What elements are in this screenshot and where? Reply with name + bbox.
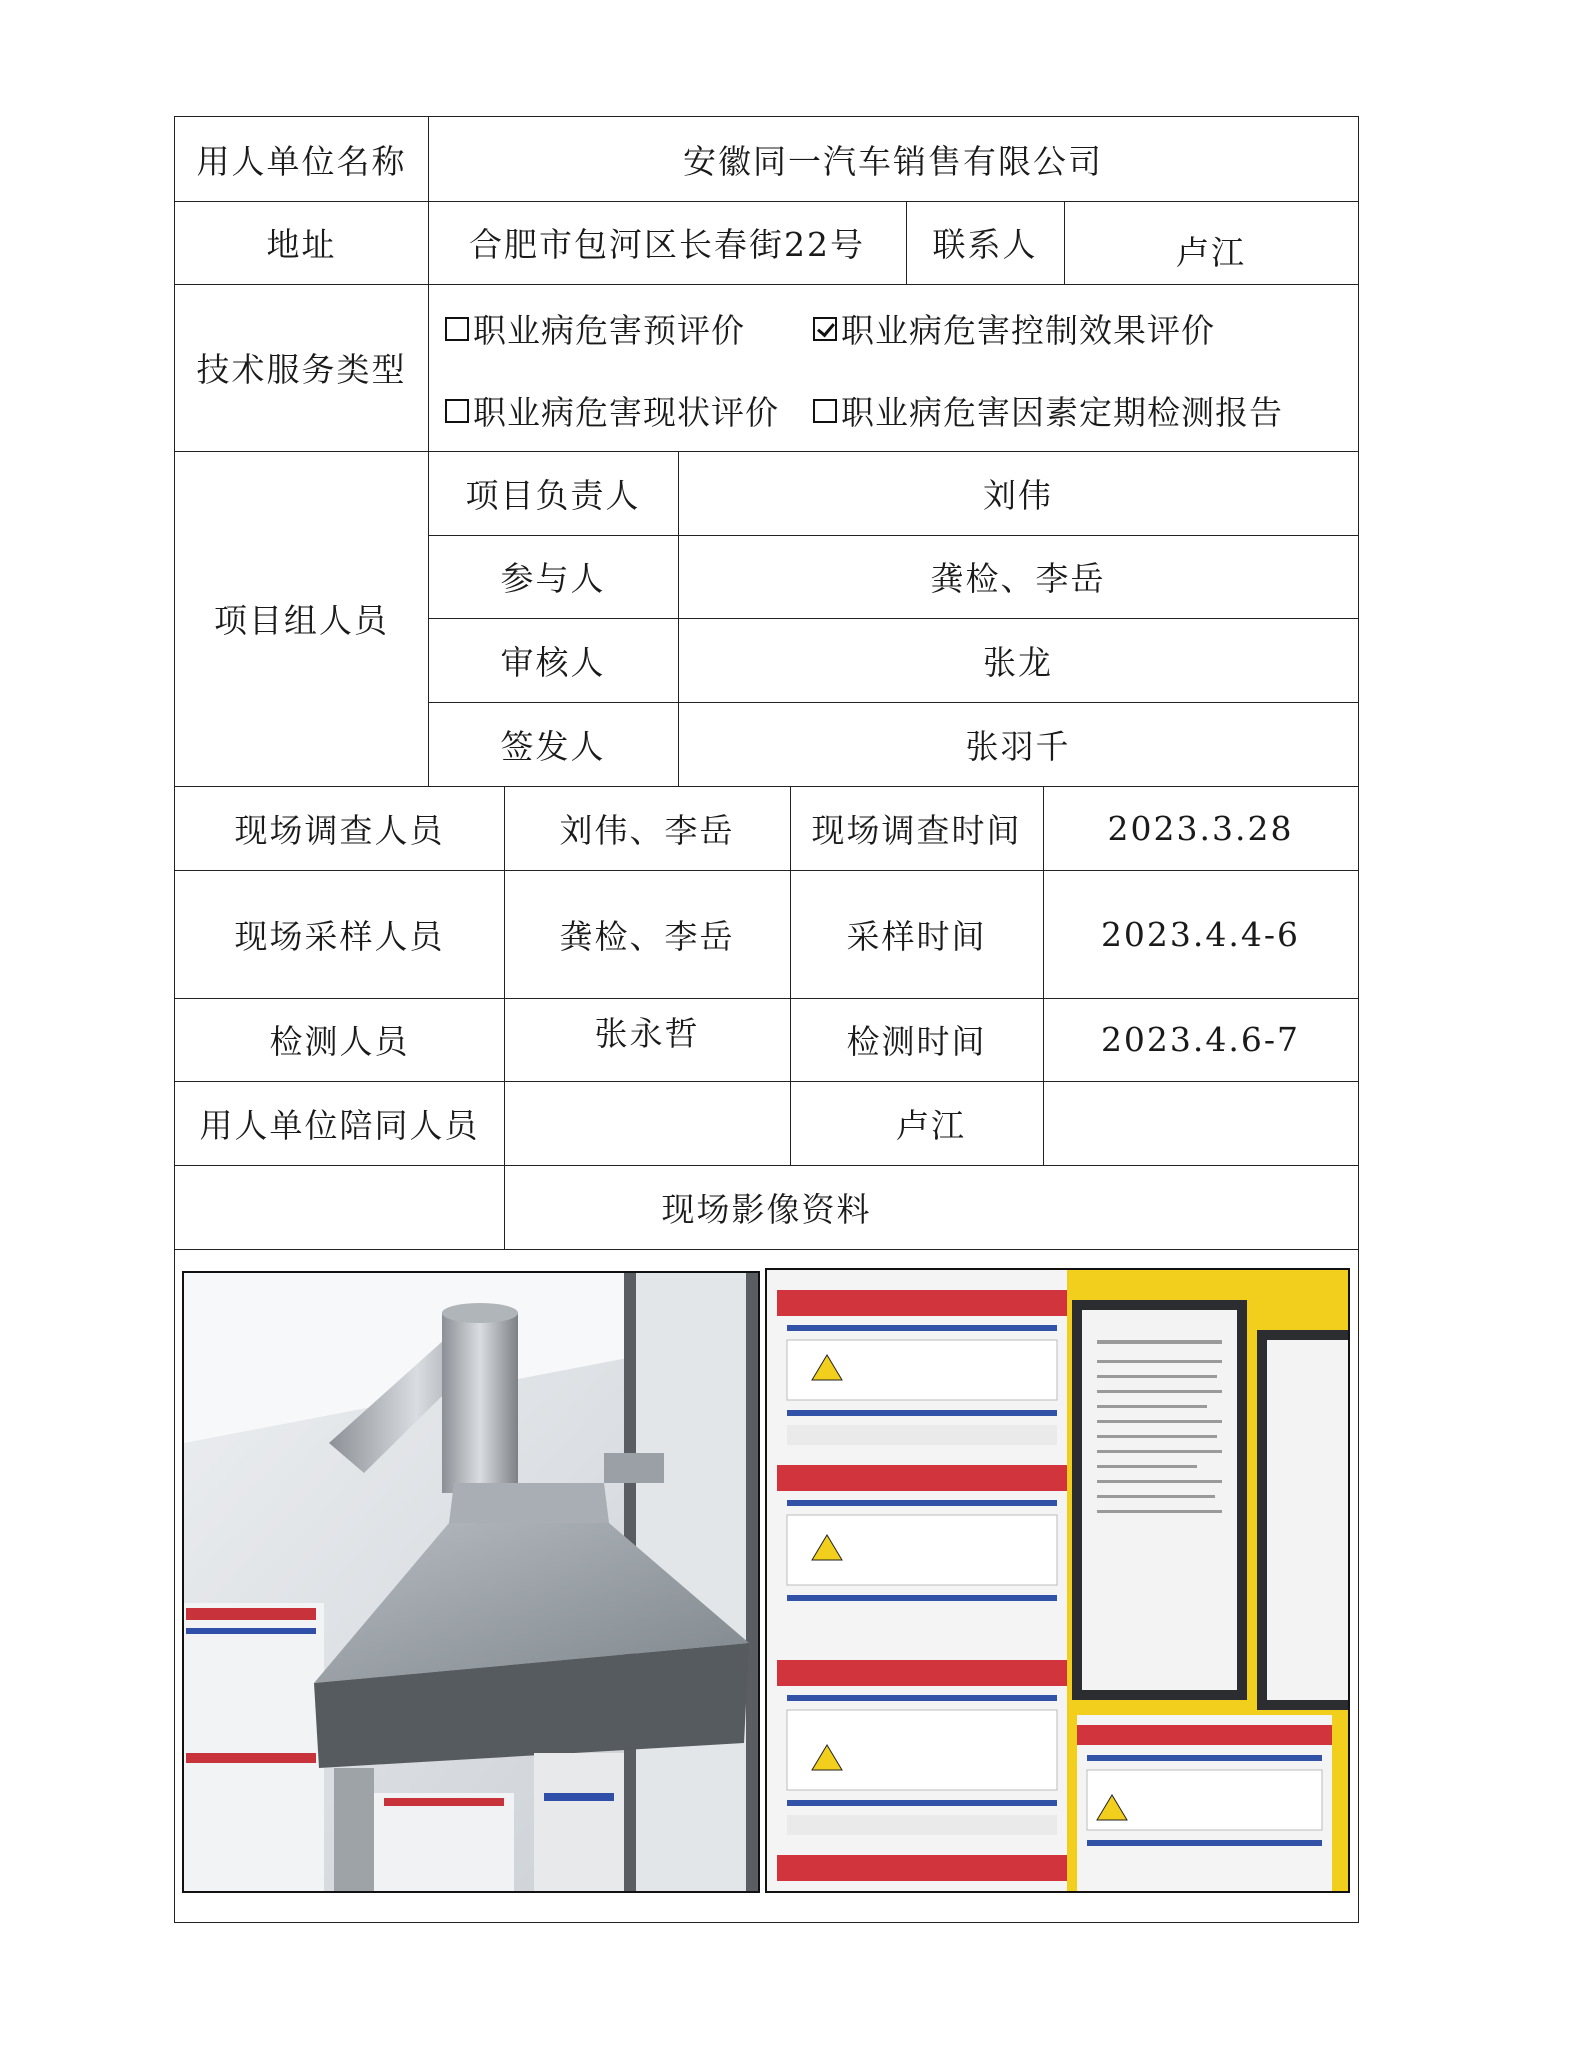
testing-time: 2023.4.6-7 <box>1100 1020 1301 1059</box>
address-label: 地址 <box>266 225 337 264</box>
role-lead: 项目负责人 <box>465 475 641 515</box>
checkbox-unchecked-icon[interactable] <box>445 317 469 341</box>
name-lead: 刘伟 <box>983 475 1053 515</box>
escort-label: 用人单位陪同人员 <box>199 1105 480 1145</box>
role-issuer: 签发人 <box>500 726 606 766</box>
address-value: 合肥市包河区长春街22号 <box>469 225 865 264</box>
contact-value: 卢江 <box>1176 233 1246 272</box>
sampling-people: 龚检、李岳 <box>559 916 735 956</box>
sampling-time-label: 采样时间 <box>846 916 987 956</box>
option-pre-evaluation[interactable]: 职业病危害预评价 <box>445 305 745 352</box>
testing-people: 张永哲 <box>594 1014 700 1053</box>
option-status-evaluation[interactable]: 职业病危害现状评价 <box>445 387 779 434</box>
service-type-label: 技术服务类型 <box>196 350 407 389</box>
option-periodic-testing-report[interactable]: 职业病危害因素定期检测报告 <box>813 387 1283 434</box>
name-issuer: 张羽千 <box>965 726 1071 766</box>
contact-label: 联系人 <box>932 225 1038 264</box>
photos-label: 现场影像资料 <box>661 1189 872 1229</box>
option-control-effect-evaluation[interactable]: 职业病危害控制效果评价 <box>813 305 1215 352</box>
name-participant: 龚检、李岳 <box>930 559 1106 598</box>
sampling-time: 2023.4.4-6 <box>1100 914 1301 954</box>
escort-value: 卢江 <box>896 1105 966 1145</box>
company-name: 安徽同一汽车销售有限公司 <box>683 141 1103 181</box>
team-label: 项目组人员 <box>214 601 389 640</box>
checkbox-unchecked-icon[interactable] <box>445 399 469 423</box>
survey-time-label: 现场调查时间 <box>811 810 1022 850</box>
hazard-notice-board-photo <box>765 1268 1350 1893</box>
checkbox-unchecked-icon[interactable] <box>813 399 837 423</box>
record-table <box>174 116 1359 1923</box>
name-reviewer: 张龙 <box>983 642 1053 682</box>
exhaust-hood-photo <box>182 1271 760 1893</box>
sampling-label: 现场采样人员 <box>234 916 445 956</box>
survey-label: 现场调查人员 <box>234 810 445 850</box>
role-participant: 参与人 <box>500 559 606 598</box>
checkbox-checked-icon[interactable] <box>813 317 837 341</box>
role-reviewer: 审核人 <box>500 642 606 682</box>
survey-people: 刘伟、李岳 <box>559 810 735 850</box>
testing-time-label: 检测时间 <box>846 1022 987 1061</box>
testing-label: 检测人员 <box>269 1022 410 1061</box>
company-label: 用人单位名称 <box>196 141 407 181</box>
survey-time: 2023.3.28 <box>1107 808 1294 848</box>
